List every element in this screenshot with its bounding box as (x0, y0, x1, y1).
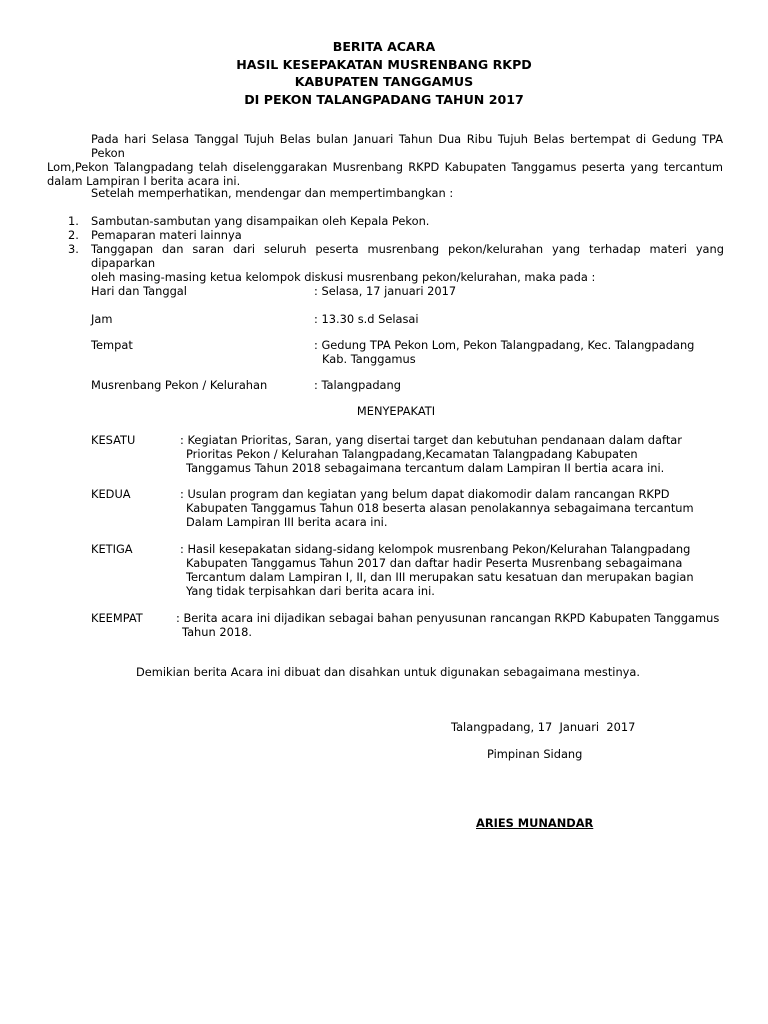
list-number: 1. (68, 214, 79, 228)
decision-line: : Kegiatan Prioritas, Saran, yang disertai target dan kebutuhan pendanaan dalam daftar (180, 433, 682, 447)
detail-row (91, 312, 731, 326)
decision-text (180, 433, 720, 475)
signature-place-date: Talangpadang, 17 Januari 2017 (451, 720, 636, 734)
title-line: DI PEKON TALANGPADANG TAHUN 2017 (244, 91, 524, 107)
detail-value: : Selasa, 17 januari 2017 (314, 284, 457, 298)
list-number: 2. (68, 228, 79, 242)
list-item (68, 228, 724, 242)
decision-text (180, 542, 725, 598)
decision-label: KETIGA (91, 542, 133, 556)
detail-row (91, 338, 731, 366)
detail-value: : Gedung TPA Pekon Lom, Pekon Talangpadang, Kec. Talangpadang (314, 338, 695, 352)
opening-line: dalam Lampiran I berita acara ini. (47, 174, 241, 188)
decision-label: KESATU (91, 433, 136, 447)
decision-line: Tanggamus Tahun 2018 sebagaimana tercantum dalam Lampiran II bertia acara ini. (186, 461, 665, 475)
opening-line: Lom,Pekon Talangpadang telah diselenggarakan Musrenbang RKPD Kabupaten Tanggamus peserta yang tercantum (47, 160, 723, 174)
detail-row (91, 378, 731, 392)
signature-role: Pimpinan Sidang (487, 747, 583, 761)
detail-label: Hari dan Tanggal (91, 284, 187, 298)
title-line: KABUPATEN TANGGAMUS (294, 74, 474, 89)
list-item (68, 214, 724, 228)
decision-line: Yang tidak terpisahkan dari berita acara ini. (186, 584, 435, 598)
document-title (0, 38, 768, 108)
numbered-list (68, 214, 724, 284)
detail-label: Jam (91, 312, 113, 326)
detail-label: Tempat (91, 338, 133, 352)
detail-label: Musrenbang Pekon / Kelurahan (91, 378, 268, 392)
list-text (91, 242, 724, 284)
decision-line: : Usulan program dan kegiatan yang belum dapat diakomodir dalam rancangan RKPD (180, 487, 670, 501)
decision-line: Kabupaten Tanggamus Tahun 018 beserta alasan penolakannya sebagaimana tercantum (186, 501, 694, 515)
consideration-text: Setelah memperhatikan, mendengar dan mempertimbangkan : (91, 186, 454, 200)
decision-line: Dalam Lampiran III berita acara ini. (186, 515, 388, 529)
signatory-name: ARIES MUNANDAR (476, 816, 594, 830)
list-number: 3. (68, 242, 79, 256)
closing-statement: Demikian berita Acara ini dibuat dan disahkan untuk digunakan sebagaimana mestinya. (136, 665, 641, 679)
decision-line: Prioritas Pekon / Kelurahan Talangpadang,Kecamatan Talangpadang Kabupaten (186, 447, 638, 461)
title-line: HASIL KESEPAKATAN MUSRENBANG RKPD (236, 56, 532, 72)
opening-paragraph (47, 132, 723, 188)
decision-label: KEEMPAT (91, 611, 143, 625)
decision-label: KEDUA (91, 487, 131, 501)
decision-line: Tahun 2018. (182, 625, 252, 639)
opening-line: Pada hari Selasa Tanggal Tujuh Belas bulan Januari Tahun Dua Ribu Tujuh Belas bertempat di Gedung TPA Pekon (91, 132, 723, 160)
detail-value: : Talangpadang (314, 378, 401, 392)
detail-value-continued: Kab. Tanggamus (322, 352, 416, 366)
detail-value: : 13.30 s.d Selasai (314, 312, 419, 326)
list-text: Sambutan-sambutan yang disampaikan oleh Kepala Pekon. (91, 214, 430, 228)
decision-line: Tercantum dalam Lampiran I, II, dan III merupakan satu kesatuan dan merupakan bagian (186, 570, 694, 584)
decision-line: Kabupaten Tanggamus Tahun 2017 dan daftar hadir Peserta Musrenbang sebagaimana (186, 556, 683, 570)
list-item (68, 242, 724, 284)
decision-line: : Berita acara ini dijadikan sebagai bahan penyusunan rancangan RKPD Kabupaten Tanggamus (176, 611, 720, 625)
agreement-heading: MENYEPAKATI (356, 404, 436, 418)
title-line: BERITA ACARA (332, 39, 436, 54)
list-text: Pemaparan materi lainnya (91, 228, 242, 242)
list-text-line: Tanggapan dan saran dari seluruh peserta musrenbang pekon/kelurahan yang terhadap materi yang dipaparkan (91, 242, 724, 270)
decision-line: : Hasil kesepakatan sidang-sidang kelompok musrenbang Pekon/Kelurahan Talangpadang (180, 542, 691, 556)
detail-row (91, 284, 731, 298)
decision-text (180, 487, 720, 529)
list-text-line: oleh masing-masing ketua kelompok diskusi musrenbang pekon/kelurahan, maka pada : (91, 270, 596, 284)
decision-text (176, 611, 731, 639)
